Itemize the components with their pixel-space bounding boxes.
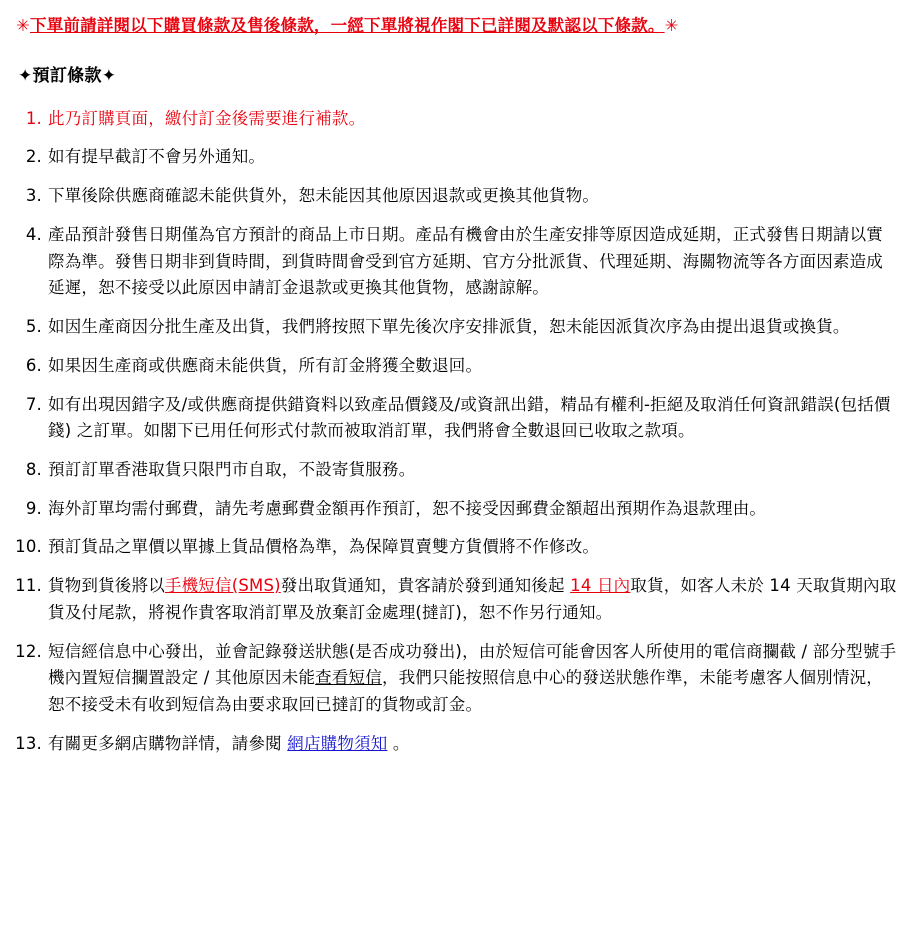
term-text: 如果因生產商或供應商未能供貨，所有訂金將獲全數退回。: [48, 355, 483, 375]
term-item: [14, 534, 899, 561]
term-item: [14, 183, 899, 210]
term-item: [14, 106, 899, 133]
terms-list: [14, 106, 899, 758]
term-text: 如有提早截訂不會另外通知。: [48, 147, 266, 167]
term-text: 貨物到貨後將以: [48, 576, 165, 596]
section-title: ✦預訂條款✦: [18, 65, 117, 86]
term-item: [14, 222, 899, 302]
term-text: 如有出現因錯字及/或供應商提供錯資料以致產品價錢及/或資訊出錯，精品有權利-拒絕及取消任何資訊錯誤(包括價錢) 之訂單。如閣下已用任何形式付款而被取消訂單，我們將會全數退回已收取之款項。: [48, 394, 891, 441]
term-text: ，我們只能按照信息中心的發送狀態作準，未能考慮客人個別情況，恕不接受未有收到短信為由要求取回已撻訂的貨物或訂金。: [48, 668, 883, 714]
term-item: [14, 457, 899, 484]
term-text: 產品預計發售日期僅為官方預計的商品上市日期。產品有機會由於生產安排等原因造成延期，正式發售日期請以實際為準。發售日期非到貨時間，到貨時間會受到官方延期、官方分批派貨、代理延期、海關物流等各方面因素造成延遲，恕不接受以此原因申請訂金退款或更換其他貨物，感謝諒解。: [48, 224, 883, 298]
emphasis-underline: 查看短信: [315, 668, 382, 688]
term-item: [14, 573, 899, 626]
term-item: [14, 353, 899, 380]
term-text: 下單後除供應商確認未能供貨外，恕未能因其他原因退款或更換其他貨物。: [48, 186, 600, 206]
term-text: 短信經信息中心發出，並會記錄發送狀態(是否成功發出)，由於短信可能會因客人所使用的電信商攔截 / 部分型號手機內置短信攔置設定 / 其他原因未能: [48, 641, 897, 688]
term-text: 預訂訂單香港取貨只限門市自取，不設寄貨服務。: [48, 459, 416, 479]
emphasis-red: 14 日內: [570, 576, 631, 596]
term-item: [14, 144, 899, 171]
term-item: [14, 639, 899, 719]
star-left-icon: ✳: [16, 16, 31, 35]
term-item: [14, 392, 899, 445]
shop-guide-link[interactable]: 網店購物須知: [287, 733, 388, 753]
top-notice: [16, 14, 899, 39]
term-item: [14, 496, 899, 523]
term-text: 海外訂單均需付郵費，請先考慮郵費金額再作預訂，恕不接受因郵費金額超出預期作為退款理由。: [48, 498, 767, 518]
term-text: 有關更多網店購物詳情，請參閱: [48, 733, 288, 753]
term-text: 此乃訂購頁面，繳付訂金後需要進行補款。: [48, 108, 366, 128]
emphasis-red: 手機短信(SMS): [164, 576, 281, 596]
top-notice-text: 下單前請詳閱以下購買條款及售後條款，一經下單將視作閣下已詳閱及默認以下條款。: [30, 16, 665, 35]
term-item: [14, 314, 899, 341]
term-text: 如因生產商因分批生產及出貨，我們將按照下單先後次序安排派貨，恕未能因派貨次序為由提出退貨或換貨。: [48, 317, 850, 337]
star-right-icon: ✳: [664, 16, 679, 35]
term-text: 。: [387, 733, 410, 753]
term-text: 取貨，如客人未於 14 天取貨期內取貨及付尾款，將視作貴客取消訂單及放棄訂金處理(撻訂)，恕不作另行通知。: [48, 576, 897, 622]
term-item: [14, 731, 899, 758]
term-text: 預訂貨品之單價以單據上貨品價格為準，為保障買賣雙方貨價將不作修改。: [48, 537, 600, 557]
term-text: 發出取貨通知，貴客請於發到通知後起: [280, 576, 571, 596]
